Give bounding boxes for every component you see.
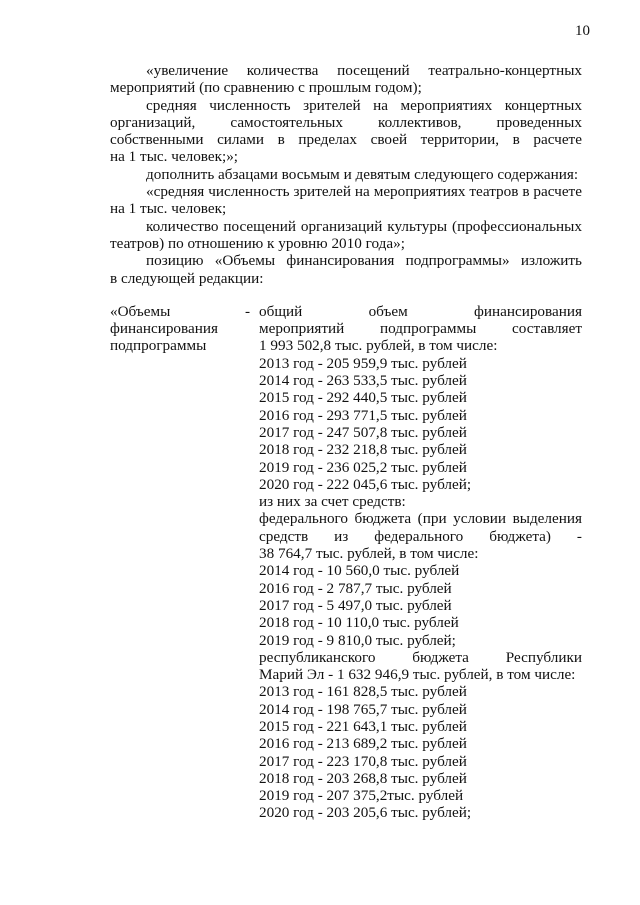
paragraph-line: театров) по отношению к уровню 2010 года»;: [110, 234, 405, 252]
financing-line: 2013 год - 161 828,5 тыс. рублей: [259, 683, 467, 701]
paragraph-line: на 1 тыс. человек;»;: [110, 148, 239, 166]
left-dash: -: [244, 302, 250, 320]
financing-line: 2018 год - 203 268,8 тыс. рублей: [259, 769, 467, 787]
paragraph: [110, 62, 582, 97]
paragraph: [110, 183, 582, 218]
table-left-column: [110, 303, 250, 822]
paragraph-line: количество посещений организаций культуры (профессиональных: [146, 217, 582, 235]
financing-line: 2020 год - 222 045,6 тыс. рублей;: [259, 475, 472, 493]
left-label-objemy: «Объемы: [110, 302, 171, 320]
document-body: [110, 62, 582, 822]
left-row-1: [110, 303, 250, 320]
financing-line: 1 993 502,8 тыс. рублей, в том числе:: [259, 337, 498, 355]
paragraph: [110, 97, 582, 166]
financing-line: республиканского бюджета Республики: [259, 648, 582, 666]
paragraph-line: организаций, самостоятельных коллективов, проведенных: [110, 113, 582, 131]
paragraph: [110, 166, 582, 183]
paragraph-line: позицию «Объемы финансирования подпрограммы» изложить: [146, 252, 582, 270]
paragraph-line: средняя численность зрителей на мероприятиях концертных: [146, 96, 582, 114]
financing-line: Марий Эл - 1 632 946,9 тыс. рублей, в том числе:: [259, 666, 576, 684]
paragraph-line: дополнить абзацами восьмым и девятым следующего содержания:: [146, 165, 579, 183]
page-number: 10: [575, 23, 590, 39]
financing-line: 2016 год - 2 787,7 тыс. рублей: [259, 579, 452, 597]
financing-line: из них за счет средств:: [259, 493, 406, 511]
financing-line: 2015 год - 221 643,1 тыс. рублей: [259, 717, 467, 735]
financing-line: 2014 год - 10 560,0 тыс. рублей: [259, 562, 460, 580]
financing-table: [110, 303, 582, 822]
paragraph: [110, 252, 582, 287]
paragraphs: [110, 62, 582, 287]
financing-line: общий объем финансирования: [259, 302, 582, 320]
financing-line: 2020 год - 203 205,6 тыс. рублей;: [259, 804, 472, 822]
financing-line: 2018 год - 232 218,8 тыс. рублей: [259, 441, 467, 459]
financing-line: 2014 год - 198 765,7 тыс. рублей: [259, 700, 467, 718]
financing-line: 2017 год - 5 497,0 тыс. рублей: [259, 596, 452, 614]
financing-line: средств из федерального бюджета) -: [259, 527, 582, 545]
financing-line: 38 764,7 тыс. рублей, в том числе:: [259, 545, 479, 563]
financing-line: 2015 год - 292 440,5 тыс. рублей: [259, 389, 467, 407]
table-right-column: [259, 303, 582, 822]
paragraph-line: на 1 тыс. человек;: [110, 200, 227, 218]
financing-line: 2019 год - 9 810,0 тыс. рублей;: [259, 631, 456, 649]
financing-line: мероприятий подпрограммы составляет: [259, 320, 582, 338]
spacer: [110, 287, 582, 303]
financing-line: 2016 год - 213 689,2 тыс. рублей: [259, 735, 467, 753]
financing-line: 2017 год - 223 170,8 тыс. рублей: [259, 752, 467, 770]
financing-line: федерального бюджета (при условии выделения: [259, 510, 582, 528]
financing-line: 2016 год - 293 771,5 тыс. рублей: [259, 406, 467, 424]
left-label-financing: финансирования: [110, 320, 218, 338]
financing-line: 2018 год - 10 110,0 тыс. рублей: [259, 614, 459, 632]
paragraph-line: «средняя численность зрителей на мероприятиях театров в расчете: [146, 183, 582, 201]
financing-line: 2013 год - 205 959,9 тыс. рублей: [259, 354, 467, 372]
paragraph: [110, 218, 582, 253]
financing-line: 2019 год - 236 025,2 тыс. рублей: [259, 458, 467, 476]
paragraph-line: «увеличение количества посещений театрально-концертных: [146, 62, 582, 79]
paragraph-line: в следующей редакции:: [110, 269, 264, 287]
financing-line: 2017 год - 247 507,8 тыс. рублей: [259, 423, 467, 441]
paragraph-line: мероприятий (по сравнению с прошлым годом);: [110, 79, 422, 97]
financing-line: 2014 год - 263 533,5 тыс. рублей: [259, 372, 467, 390]
financing-line: 2019 год - 207 375,2тыс. рублей: [259, 787, 464, 805]
left-label-subprogram: подпрограммы: [110, 337, 207, 355]
paragraph-line: собственными силами в пределах своей территории, в расчете: [110, 131, 582, 149]
